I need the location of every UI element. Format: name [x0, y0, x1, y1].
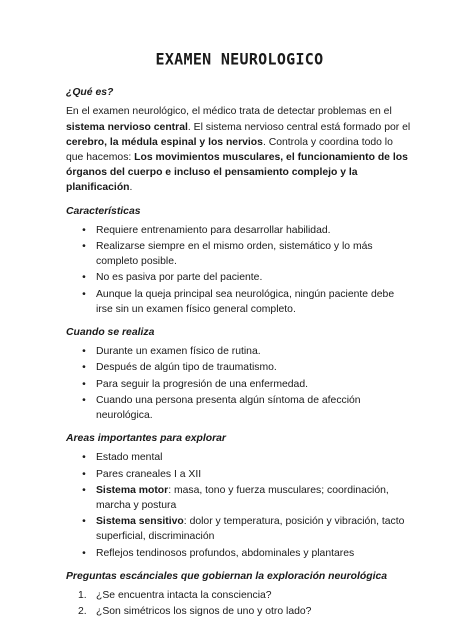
bullet-icon: •: [82, 224, 86, 236]
list-item: • Requiere entrenamiento para desarrollar habilidad.: [66, 223, 413, 238]
list-number: 1.: [78, 590, 87, 602]
heading-preguntas: Preguntas escánciales que gobiernan la exploración neurológica: [66, 570, 388, 582]
cuando-list: [66, 344, 413, 423]
list-item: • Cuando una persona presenta algún síntoma de afección neurológica.: [66, 393, 413, 423]
list-item: • No es pasiva por parte del paciente.: [66, 270, 413, 285]
intro-paragraph: [66, 104, 413, 195]
list-item: 1. ¿Se encuentra intacta la consciencia?: [66, 588, 413, 603]
intro-text-2: . El sistema nervioso central está formado por el: [187, 121, 411, 133]
list-item: • Sistema sensitivo: dolor y temperatura, posición y vibración, tacto superficial, discriminación: [66, 514, 413, 544]
heading-caracteristicas: Características: [66, 205, 141, 217]
list-item: • Realizarse siempre en el mismo orden, sistemático y lo más completo posible.: [66, 239, 413, 269]
list-item: • Reflejos tendinosos profundos, abdominales y plantares: [66, 546, 413, 561]
intro-bold-3: Los movimientos musculares, el funcionamiento de los órganos del cuerpo e incluso el pensamiento complejo y la planificación: [66, 152, 408, 194]
bullet-icon: •: [82, 378, 86, 390]
list-item: 2. ¿Son simétricos los signos de uno y otro lado?: [66, 604, 413, 619]
bullet-icon: •: [82, 452, 86, 464]
intro-bold-2: cerebro, la médula espinal y los nervios: [66, 136, 263, 148]
list-item: • Durante un examen físico de rutina.: [66, 344, 413, 359]
caracteristicas-list: [66, 223, 413, 317]
list-item: • Sistema motor: masa, tono y fuerza musculares; coordinación, marcha y postura: [66, 483, 413, 513]
bullet-icon: •: [82, 272, 86, 284]
intro-text-1: En el examen neurológico, el médico trata de detectar problemas en el: [66, 106, 392, 118]
list-item: • Después de algún tipo de traumatismo.: [66, 360, 413, 375]
bullet-icon: •: [82, 468, 86, 480]
intro-bold-1: sistema nervioso central: [66, 121, 188, 133]
bullet-icon: •: [82, 484, 86, 496]
intro-text-4: .: [129, 182, 133, 194]
heading-areas: Areas importantes para explorar: [66, 433, 226, 445]
document-title: EXAMEN NEUROLOGICO: [155, 49, 324, 69]
bullet-icon: •: [82, 516, 86, 528]
preguntas-list: [66, 588, 413, 619]
bullet-icon: •: [82, 346, 86, 358]
bullet-icon: •: [82, 362, 86, 374]
bullet-icon: •: [82, 394, 86, 406]
list-number: 2.: [78, 606, 87, 618]
bullet-icon: •: [82, 241, 86, 253]
areas-list: [66, 450, 413, 560]
list-item: • Para seguir la progresión de una enfermedad.: [66, 377, 413, 392]
bullet-icon: •: [82, 288, 86, 300]
list-item: • Pares craneales I a XII: [66, 467, 413, 482]
bullet-icon: •: [82, 547, 86, 559]
intro-text-3: . Controla y coordina todo lo que hacemos:: [66, 136, 393, 164]
heading-que-es: ¿Qué es?: [66, 87, 114, 99]
list-item: • Estado mental: [66, 450, 413, 465]
heading-cuando-se-realiza: Cuando se realiza: [66, 327, 155, 339]
list-item: • Aunque la queja principal sea neurológica, ningún paciente debe irse sin un examen físico general completo.: [66, 287, 413, 317]
